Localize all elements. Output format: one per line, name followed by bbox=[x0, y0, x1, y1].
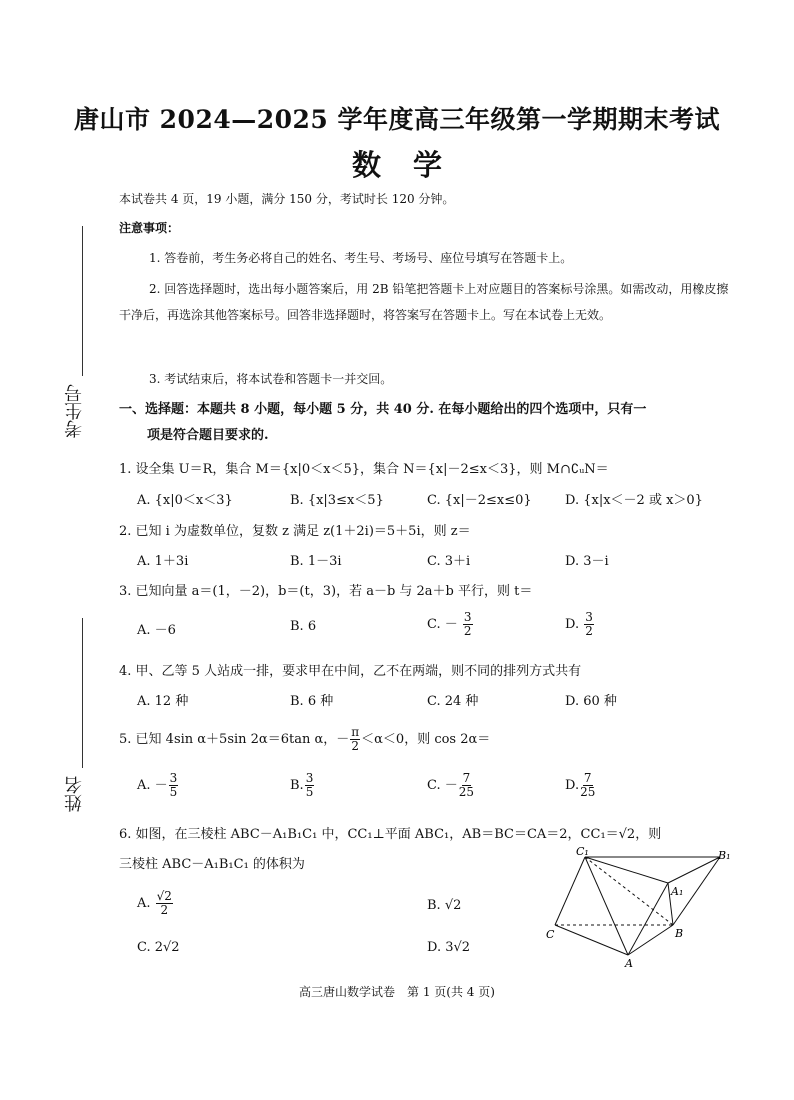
q5-option-a bbox=[137, 772, 179, 799]
q2-option-c: C. 3＋i bbox=[427, 554, 471, 569]
edge-c1-c bbox=[555, 857, 585, 925]
edge-a1-b1 bbox=[668, 857, 720, 883]
notice-item-1: 1. 答卷前，考生务必将自己的姓名、考生号、考场号、座位号填写在答题卡上。 bbox=[149, 251, 573, 265]
q2-option-b: B. 1－3i bbox=[290, 554, 342, 569]
name-line bbox=[82, 618, 83, 768]
exam-title: 唐山市 2024—2025 学年度高三年级第一学期期末考试 bbox=[73, 105, 721, 134]
notice-item-3: 3. 考试结束后，将本试卷和答题卡一并交回。 bbox=[149, 372, 393, 386]
exam-no-line bbox=[82, 226, 83, 376]
subject-title: 数学 bbox=[351, 148, 474, 182]
q1-option-d: D. {x|x＜－2 或 x＞0} bbox=[565, 493, 703, 508]
q1-option-c: C. {x|－2≤x≤0} bbox=[427, 493, 532, 508]
q1-option-a: A. {x|0＜x＜3} bbox=[137, 493, 233, 508]
section-heading bbox=[119, 397, 739, 449]
fraction-denominator: 2 bbox=[585, 624, 593, 638]
q6-option-c: C. 2√2 bbox=[137, 940, 180, 955]
q3-option-d bbox=[565, 611, 595, 638]
exam-intro: 本试卷共 4 页，19 小题，满分 150 分，考试时长 120 分钟。 bbox=[119, 192, 455, 206]
label-a1: A₁ bbox=[671, 885, 684, 898]
q5-option-c-fraction bbox=[459, 772, 474, 799]
q4-option-a: A. 12 种 bbox=[137, 694, 189, 709]
q3-option-c-label: C. － bbox=[427, 617, 458, 632]
q4-option-b: B. 6 种 bbox=[290, 694, 334, 709]
question-6-stem-line1: 6. 如图，在三棱柱 ABC－A₁B₁C₁ 中，CC₁⊥平面 ABC₁，AB＝BC＝CA＝2，CC₁＝√2，则 bbox=[119, 827, 662, 842]
q1-option-b: B. {x|3≤x＜5} bbox=[290, 493, 384, 508]
q5-stem-pre: 5. 已知 4sin α＋5sin 2α＝6tan α，－ bbox=[119, 732, 350, 747]
fraction-denominator: 2 bbox=[463, 624, 472, 638]
label-c: C bbox=[546, 928, 555, 941]
section-heading-line2: 项是符合题目要求的. bbox=[147, 428, 269, 443]
question-2-stem: 2. 已知 i 为虚数单位，复数 z 满足 z(1＋2i)＝5＋5i，则 z＝ bbox=[119, 524, 471, 539]
fraction-denominator: 25 bbox=[458, 785, 475, 799]
q3-option-a: A. －6 bbox=[137, 623, 176, 638]
q3-option-c bbox=[427, 611, 474, 638]
fraction-numerator: 3 bbox=[585, 610, 593, 624]
label-b1: B₁ bbox=[718, 849, 731, 862]
fraction-numerator: 3 bbox=[463, 610, 472, 624]
q5-option-a-label: A. － bbox=[137, 778, 168, 793]
question-5-stem bbox=[119, 726, 490, 753]
q2-option-a: A. 1＋3i bbox=[137, 554, 189, 569]
q5-option-d bbox=[565, 772, 596, 799]
q6-option-a bbox=[137, 890, 174, 917]
fraction-denominator: 2 bbox=[351, 739, 360, 753]
question-6-stem-line2: 三棱柱 ABC－A₁B₁C₁ 的体积为 bbox=[119, 857, 305, 872]
q5-option-b-fraction bbox=[305, 772, 315, 799]
fraction-denominator: 5 bbox=[169, 785, 178, 799]
label-a: A bbox=[625, 957, 633, 970]
q5-option-a-fraction bbox=[169, 772, 179, 799]
page-footer: 高三唐山数学试卷 第 1 页(共 4 页) bbox=[299, 985, 495, 999]
q4-option-d: D. 60 种 bbox=[565, 694, 617, 709]
exam-no-label: 考生号 bbox=[64, 384, 85, 438]
q2-option-d: D. 3－i bbox=[565, 554, 609, 569]
edge-c1-b-hidden bbox=[585, 857, 673, 925]
q6-option-b: B. √2 bbox=[427, 898, 462, 913]
q6-option-d: D. 3√2 bbox=[427, 940, 471, 955]
notice-title: 注意事项： bbox=[119, 221, 180, 235]
name-label: 姓名 bbox=[64, 776, 85, 812]
edge-a1-a bbox=[628, 883, 668, 955]
notice-item-2: 2. 回答选择题时，选出每小题答案后，用 2B 铅笔把答题卡上对应题目的答案标号涂黑。如需改动，用橡皮擦干净后，再选涂其他答案标号。回答非选择题时，将答案写在答题卡上。写在本试卷上无效。 bbox=[119, 282, 729, 322]
fraction-denominator: 5 bbox=[305, 785, 314, 799]
edge-c1-a1 bbox=[585, 857, 668, 883]
label-c1: C₁ bbox=[576, 845, 589, 858]
prism-figure bbox=[540, 845, 740, 970]
q3-option-b: B. 6 bbox=[290, 619, 317, 634]
fraction-numerator: 7 bbox=[583, 771, 592, 785]
q6-option-a-label: A. bbox=[137, 896, 155, 911]
q5-stem-post: ＜α＜0，则 cos 2α＝ bbox=[361, 732, 491, 747]
q5-option-d-label: D. bbox=[565, 778, 580, 793]
fraction-numerator: 7 bbox=[462, 771, 471, 785]
q5-option-d-fraction bbox=[580, 772, 595, 799]
section-heading-line1: 一、选择题：本题共 8 小题，每小题 5 分，共 40 分. 在每小题给出的四个选项中，只有一 bbox=[119, 402, 647, 417]
fraction-numerator: 3 bbox=[169, 771, 178, 785]
q3-option-d-fraction bbox=[584, 611, 594, 638]
q4-option-c: C. 24 种 bbox=[427, 694, 479, 709]
q5-option-b-label: B. bbox=[290, 778, 304, 793]
q3-option-c-fraction bbox=[463, 611, 473, 638]
q3-option-d-label: D. bbox=[565, 617, 580, 632]
edge-a-b bbox=[628, 925, 673, 955]
question-4-stem: 4. 甲、乙等 5 人站成一排，要求甲在中间，乙不在两端，则不同的排列方式共有 bbox=[119, 664, 582, 679]
label-b: B bbox=[675, 927, 684, 940]
fraction-numerator: π bbox=[351, 725, 360, 739]
fraction-denominator: 25 bbox=[580, 785, 596, 799]
fraction-numerator: √2 bbox=[156, 889, 172, 903]
q5-stem-fraction bbox=[350, 726, 360, 753]
q5-option-b bbox=[290, 772, 315, 799]
fraction-numerator: 3 bbox=[305, 771, 314, 785]
fraction-denominator: 2 bbox=[160, 903, 169, 917]
question-3-stem: 3. 已知向量 a＝(1，－2)，b＝(t，3)，若 a－b 与 2a＋b 平行，则 t＝ bbox=[119, 584, 533, 599]
q5-option-c-label: C. － bbox=[427, 778, 458, 793]
q5-option-c bbox=[427, 772, 475, 799]
q6-option-a-fraction bbox=[156, 890, 173, 917]
question-1-stem: 1. 设全集 U＝R，集合 M＝{x|0＜x＜5}，集合 N＝{x|－2≤x＜3}，则 M∩∁ᵤN＝ bbox=[119, 462, 609, 477]
